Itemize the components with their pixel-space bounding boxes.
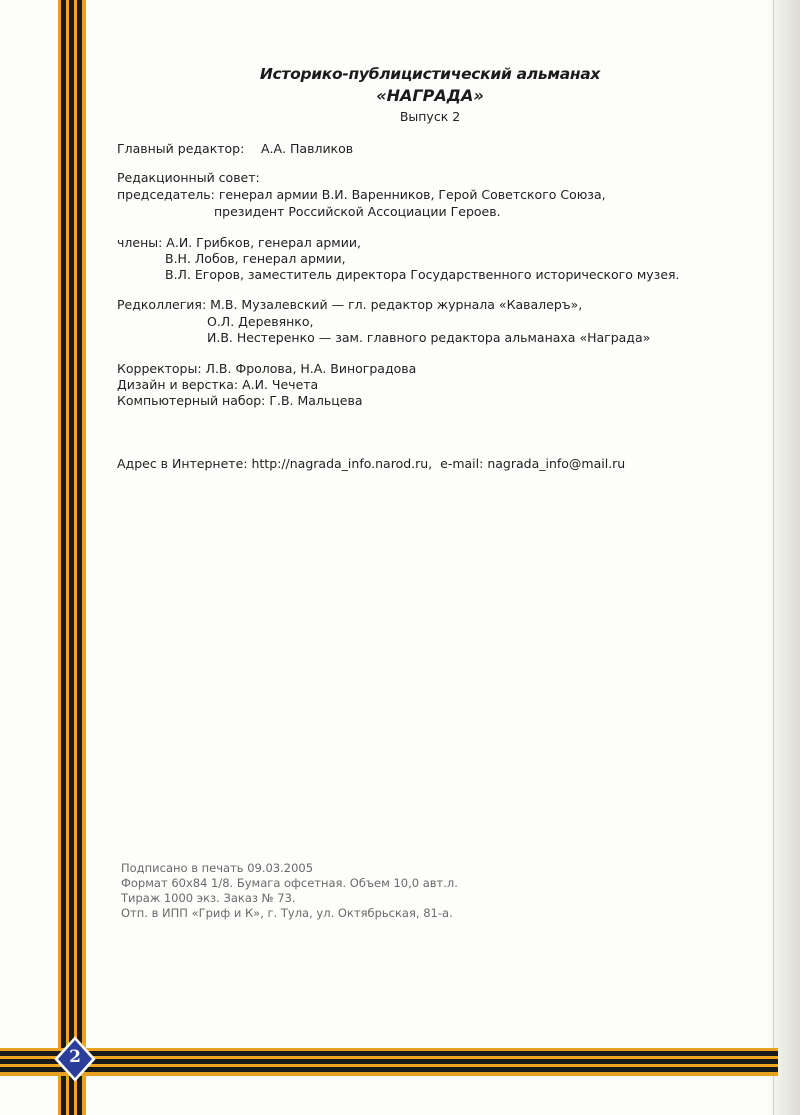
email-label: e-mail: bbox=[440, 456, 484, 471]
internet-url[interactable]: http://nagrada_info.narod.ru, bbox=[251, 456, 433, 471]
editorial-board-line2: О.Л. Деревянко, bbox=[207, 314, 314, 329]
imprint-line3: Тираж 1000 экз. Заказ № 73. bbox=[121, 891, 296, 905]
design-credit: Дизайн и верстка: А.И. Чечета bbox=[117, 377, 319, 392]
almanac-name: «НАГРАДА» bbox=[376, 86, 484, 105]
chief-editor-name: А.А. Павликов bbox=[261, 141, 354, 156]
contacts-line bbox=[117, 456, 625, 471]
council-member-line1: члены: А.И. Грибков, генерал армии, bbox=[117, 235, 361, 250]
council-chair-line2: президент Российской Ассоциации Героев. bbox=[214, 204, 501, 219]
typing-credit: Компьютерный набор: Г.В. Мальцева bbox=[117, 393, 363, 408]
email-address[interactable]: nagrada_info@mail.ru bbox=[487, 456, 626, 471]
council-member-line3: В.Л. Егоров, заместитель директора Государственного исторического музея. bbox=[165, 267, 680, 282]
editorial-council-heading: Редакционный совет: bbox=[117, 170, 260, 185]
st-george-ribbon-horizontal bbox=[0, 1048, 778, 1076]
chief-editor-label: Главный редактор: bbox=[117, 141, 245, 156]
editorial-board-line3: И.В. Нестеренко — зам. главного редактора альманаха «Награда» bbox=[207, 330, 651, 345]
council-member-line2: В.Н. Лобов, генерал армии, bbox=[165, 251, 346, 266]
issue-number: Выпуск 2 bbox=[399, 109, 461, 124]
almanac-title: Историко-публицистический альманах bbox=[259, 65, 601, 83]
internet-label: Адрес в Интернете: bbox=[117, 456, 248, 471]
editorial-board-line1: Редколлегия: М.В. Музалевский — гл. редактор журнала «Кавалеръ», bbox=[117, 297, 583, 312]
proofreaders: Корректоры: Л.В. Фролова, Н.А. Виноградова bbox=[117, 361, 417, 376]
imprint-line2: Формат 60х84 1/8. Бумага офсетная. Объем 10,0 авт.л. bbox=[121, 876, 458, 890]
imprint-line4: Отп. в ИПП «Гриф и К», г. Тула, ул. Октябрьская, 81-а. bbox=[121, 906, 453, 920]
council-chair-line1: председатель: генерал армии В.И. Варенников, Герой Советского Союза, bbox=[117, 187, 606, 202]
page-number: 2 bbox=[69, 1047, 81, 1067]
page-edge-line bbox=[773, 0, 774, 1115]
imprint-line1: Подписано в печать 09.03.2005 bbox=[121, 861, 314, 875]
st-george-ribbon-vertical bbox=[58, 0, 86, 1115]
